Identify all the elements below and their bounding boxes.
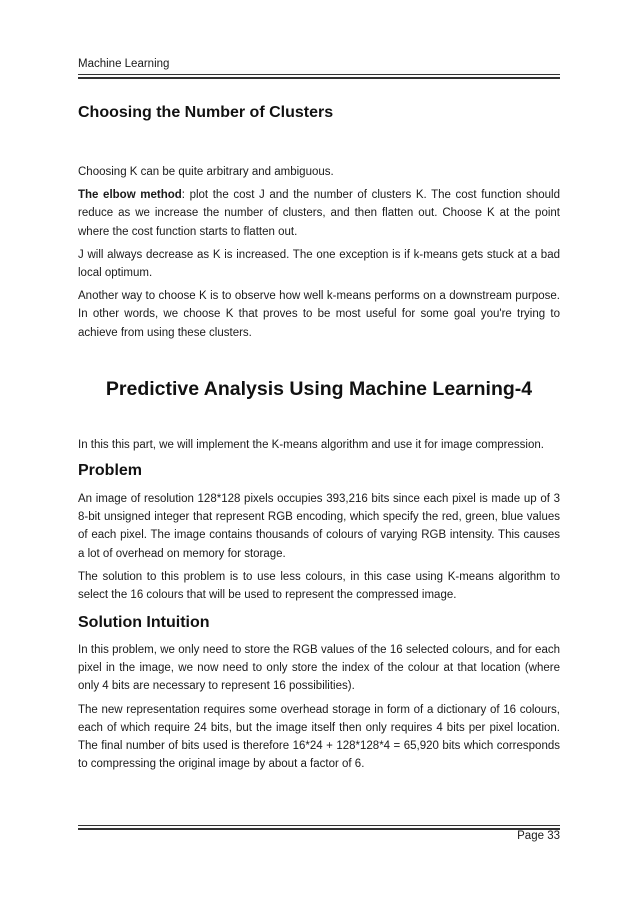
paragraph: Another way to choose K is to observe how well k-means performs on a downstream purpose. In other words, we choose K that proves to be most useful for some goal you're trying to achieve from using these clusters. <box>78 290 560 339</box>
paragraph: In this this part, we will implement the K-means algorithm and use it for image compression. <box>78 439 544 451</box>
paragraph-elbow <box>78 186 560 241</box>
section-heading: Choosing the Number of Clusters <box>78 104 334 121</box>
header-rule <box>78 74 560 79</box>
section-clusters <box>78 104 560 122</box>
section-clusters-body <box>78 163 560 342</box>
section-solution <box>78 614 560 632</box>
section-problem <box>78 462 560 480</box>
section-heading: Problem <box>78 462 143 479</box>
paragraph: An image of resolution 128*128 pixels occupies 393,216 bits since each pixel is made up of 3 8-bit unsigned integer that represent RGB encoding, which specify the red, green, blue values of each pixel. The image contains thousands of colours of varying RGB intensity. This causes a lot of overhead on memory for storage. <box>78 493 560 560</box>
section-problem-body <box>78 490 560 604</box>
section-solution-body <box>78 641 560 773</box>
paragraph-text: : plot the cost J and the number of clusters K. The cost function should reduce as we increase the number of clusters, and then flatten out. Choose K at the point where the cost function starts to flatten out. <box>78 189 560 238</box>
page-number: Page 33 <box>517 830 560 842</box>
paragraph: In this problem, we only need to store the RGB values of the 16 selected colours, and for each pixel in the image, we now need to only store the index of the colour at that location (where only 4 bits are necessary to represent 16 possibilities). <box>78 644 560 693</box>
footer-rule <box>78 825 560 830</box>
bold-term: The elbow method <box>78 189 182 202</box>
section-heading: Solution Intuition <box>78 614 210 631</box>
paragraph: The new representation requires some overhead storage in form of a dictionary of 16 colours, each of which require 24 bits, but the image itself then only requires 4 bits per pixel location. The final number of bits used is therefore 16*24 + 128*128*4 = 65,920 bits which corresponds to compressing the original image by about a factor of 6. <box>78 703 560 771</box>
chapter-intro <box>78 436 560 454</box>
chapter-title-block <box>78 378 560 401</box>
paragraph: Choosing K can be quite arbitrary and ambiguous. <box>78 166 334 178</box>
running-header: Machine Learning <box>78 58 170 70</box>
paragraph: The solution to this problem is to use less colours, in this case using K-means algorithm to select the 16 colours that will be used to represent the compressed image. <box>78 570 560 602</box>
chapter-title: Predictive Analysis Using Machine Learning-4 <box>105 378 533 400</box>
paragraph: J will always decrease as K is increased. The one exception is if k-means gets stuck at a bad local optimum. <box>78 248 560 280</box>
